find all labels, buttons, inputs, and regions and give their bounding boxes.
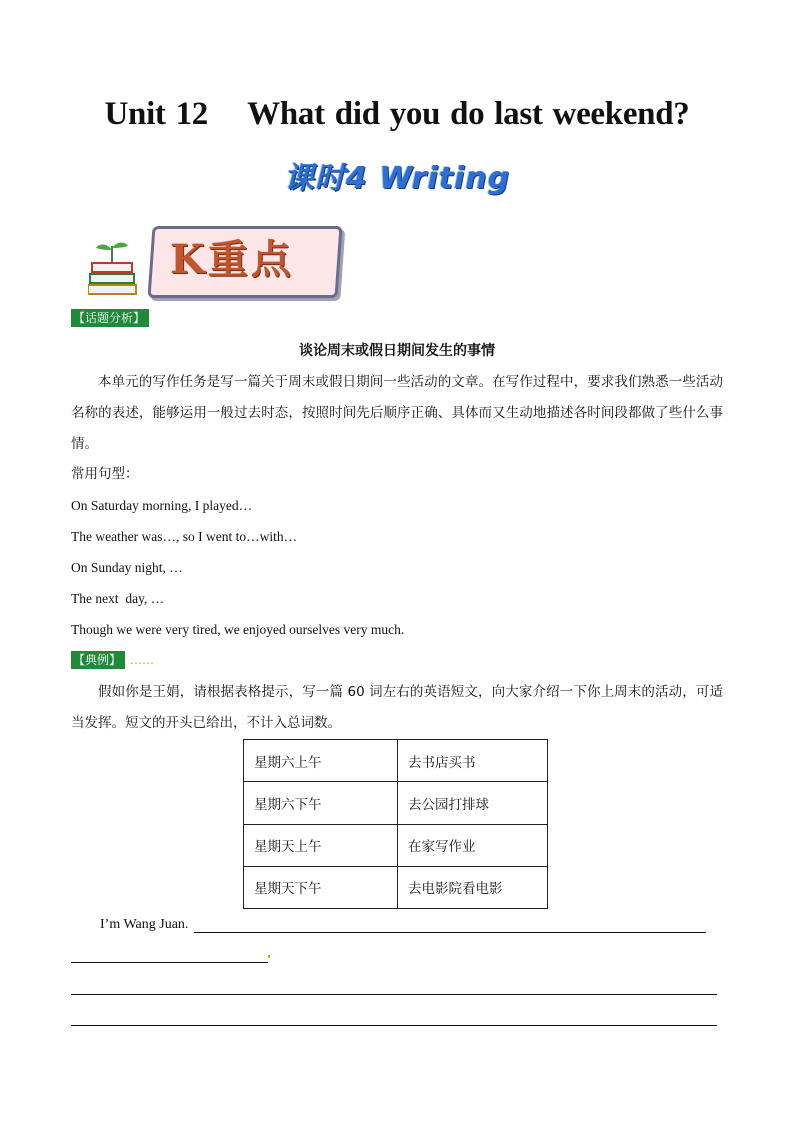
table-cell-activity: 在家写作业 [398, 824, 548, 866]
orange-dot-mark [268, 955, 270, 958]
table-cell-time: 星期六下午 [244, 782, 398, 824]
topic-analysis-tag: 【话题分析】 [71, 309, 149, 327]
table-row [244, 866, 548, 908]
badge-label: K重点 [170, 236, 294, 283]
example-task-paragraph: 假如你是王娟，请根据表格提示，写一篇 60 词左右的英语短文，向大家介绍一下你上周末的活动，可适当发挥。短文的开头已给出，不计入总词数。 [71, 684, 723, 731]
pattern-sentence: The next day, … [71, 591, 165, 606]
patterns-label: 常用句型： [71, 466, 139, 482]
table-cell-activity: 去公园打排球 [398, 782, 548, 824]
table-cell-activity: 去电影院看电影 [398, 866, 548, 908]
table-cell-time: 星期天下午 [244, 866, 398, 908]
example-dots: …… [130, 653, 154, 667]
lesson-subtitle: 课时4 Writing [283, 161, 511, 196]
table-row [244, 824, 548, 866]
answer-line[interactable] [194, 932, 706, 933]
topic-heading: 谈论周末或假日期间发生的事情 [299, 343, 495, 359]
weekend-plan-table [243, 739, 548, 909]
page-title: Unit 12 What did you do last weekend? [104, 96, 690, 132]
table-cell-activity: 去书店买书 [398, 740, 548, 782]
pattern-sentence: On Sunday night, … [71, 560, 183, 575]
key-points-badge [88, 226, 338, 298]
topic-intro-paragraph: 本单元的写作任务是写一篇关于周末或假日期间一些活动的文章。在写作过程中，要求我们熟悉一些活动名称的表述，能够运用一般过去时态，按照时间先后顺序正确、具体而又生动地描述各时间段都做了些什么事情。 [71, 374, 723, 452]
table-cell-time: 星期六上午 [244, 740, 398, 782]
answer-line[interactable] [71, 994, 717, 995]
table-cell-time: 星期天上午 [244, 824, 398, 866]
pattern-sentence: On Saturday morning, I played… [71, 498, 253, 513]
pattern-sentence: Though we were very tired, we enjoyed ourselves very much. [71, 622, 405, 637]
table-row [244, 740, 548, 782]
table-row [244, 782, 548, 824]
example-tag: 【典例】 [71, 651, 125, 669]
pattern-sentence: The weather was…, so I went to…with… [71, 529, 298, 544]
answer-line[interactable] [71, 1025, 717, 1026]
books-sprout-icon [88, 236, 140, 296]
answer-opening: I’m Wang Juan. [100, 917, 189, 932]
answer-line[interactable] [71, 962, 268, 963]
